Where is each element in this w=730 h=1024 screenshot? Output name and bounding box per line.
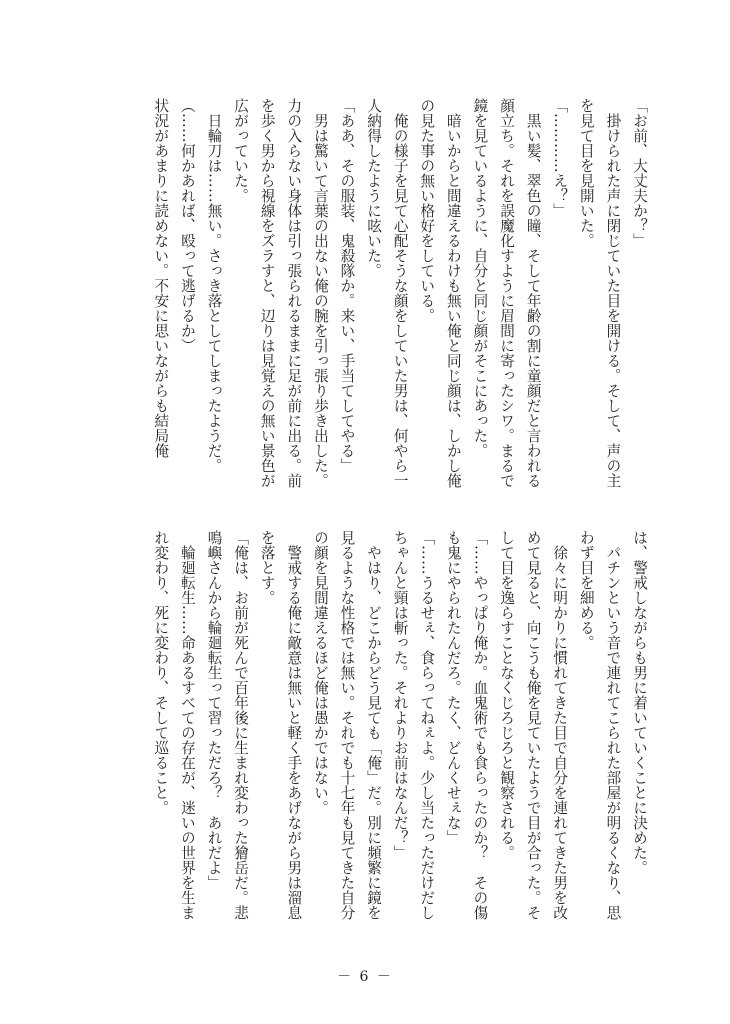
text-line: 俺の様子を見て心配そうな顔をしていた男は、何やら一 [391,98,409,488]
text-line: を落とす。 [258,530,276,605]
text-line: 広がっていた。 [232,98,250,203]
text-line: 「お前、大丈夫か？」 [631,98,648,248]
text-line: 「ああ、その服装、鬼殺隊か。来い、手当てしてやる」 [338,98,356,473]
text-line: 人納得したように呟いた。 [365,98,383,278]
text-line: わず目を細める。 [577,530,595,650]
text-line: 顔立ち。それを誤魔化すように眉間に寄ったシワ。まるで [498,98,516,488]
text-line: の顔を見間違えるほど俺は愚かではない。 [311,530,329,815]
text-block-bottom [147,530,652,920]
text-line: 掛けられた声に閉じていた目を開ける。そして、声の主 [604,98,622,488]
text-line: やはり、どこからどう見ても「俺」だ。別に頻繁に鏡を [365,530,383,920]
text-line: 状況があまりに読めない。不安に思いながらも結局俺 [152,98,170,458]
text-line: 徐々に明かりに慣れてきた目で自分を連れてきた男を改 [551,530,569,920]
text-line: を歩く男から視線をズラすと、辺りは見覚えの無い景色が [258,98,276,488]
text-block-top [147,98,652,488]
text-line: 黒い髪、翠色の瞳、そして年齢の割に童顔だと言われる [524,98,542,488]
text-line: れ変わり、死に変わり、そして巡ること。 [152,530,170,815]
text-line: 男は驚いて言葉の出ない俺の腕を引っ張り歩き出した。 [311,98,329,488]
text-line: ちゃんと頸は斬った。それよりお前はなんだ？」 [391,530,409,860]
text-line: も鬼にやられたんだろ。たく、どんくせぇな」 [444,530,462,845]
text-line: 暗いからと間違えるわけも無い俺と同じ顔は、しかし俺 [444,98,462,488]
text-line: 「……やっぱり俺か。血鬼術でも食らったのか？ その傷 [471,530,489,920]
text-line: 鳴嶼さんから輪廻転生って習っただろ？ あれだよ」 [205,530,223,890]
text-line: 力の入らない身体は引っ張られるままに足が前に出る。前 [285,98,303,488]
text-line: 警戒する俺に敵意は無いと軽く手をあげながら男は溜息 [285,530,303,920]
text-line: して目を逸らすことなくじろじろと観察される。 [498,530,516,860]
text-line: 輪廻転生……命あるすべての存在が、迷いの世界を生ま [178,530,196,920]
text-line: パチンという音で連れてこられた部屋が明るくなり、思 [604,530,622,920]
text-line: 日輪刀は……無い。さっき落としてしまったようだ。 [205,98,223,473]
text-line: 「……うるせぇ、食らってねぇよ。少し当たっただけだし [418,530,436,920]
text-line: 「俺は、お前が死んで百年後に生まれ変わった獪岳だ。悲 [232,530,250,920]
page-number: － 6 － [337,969,393,985]
text-line: 鏡を見ているように、自分と同じ顔がそこにあった。 [471,98,489,458]
text-line: めて見ると、向こうも俺を見ていたようで目が合った。そ [524,530,542,920]
text-line: を見て目を見開いた。 [577,98,595,248]
text-line: の見た事の無い格好をしている。 [418,98,436,323]
text-line: 「…………え？」 [551,98,569,218]
text-line: は、警戒しながらも男に着いていくことに決めた。 [631,530,648,875]
text-line: 見るような性格では無い。それでも十七年も見てきた自分 [338,530,356,920]
text-line: （……何かあれば、殴って逃げるか） [178,98,196,353]
